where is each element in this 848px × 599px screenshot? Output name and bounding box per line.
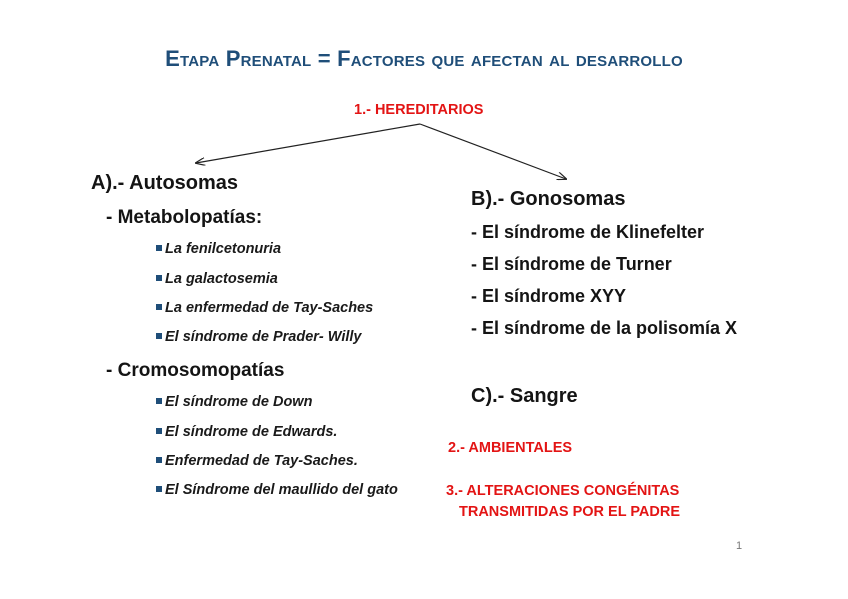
cromo-item: El Síndrome del maullido del gato [156, 482, 398, 498]
arrow-right [420, 124, 566, 179]
gonosomas-heading: B).- Gonosomas [471, 188, 626, 210]
alteraciones-line1: 3.- ALTERACIONES CONGÉNITAS [446, 483, 680, 499]
arrow-left [196, 124, 420, 163]
gonosomas-item: - El síndrome de la polisomía X [471, 318, 738, 338]
gonosomas-item: - El síndrome de Turner [471, 254, 672, 274]
gonosomas-item: - El síndrome XYY [471, 286, 627, 306]
hereditarios-label: 1.- HEREDITARIOS [354, 102, 484, 118]
metabolo-item: La galactosemia [156, 271, 278, 287]
cromo-item: El síndrome de Down [156, 394, 312, 410]
metabolopatias-heading: - Metabolopatías: [106, 207, 263, 228]
metabolo-item: El síndrome de Prader- Willy [156, 329, 361, 345]
ambientales-label: 2.- AMBIENTALES [448, 440, 573, 456]
autosomas-heading: A).- Autosomas [91, 172, 239, 194]
cromo-item: El síndrome de Edwards. [156, 424, 337, 440]
cromosomopatias-heading: - Cromosomopatías [106, 360, 285, 381]
square-bullet-icon [156, 486, 162, 492]
cromo-item: Enfermedad de Tay-Saches. [156, 453, 358, 469]
square-bullet-icon [156, 333, 162, 339]
page-number: 1 [736, 540, 743, 552]
metabolo-item: La enfermedad de Tay-Saches [156, 300, 373, 316]
square-bullet-icon [156, 398, 162, 404]
metabolo-item: La fenilcetonuria [156, 241, 281, 257]
square-bullet-icon [156, 457, 162, 463]
square-bullet-icon [156, 428, 162, 434]
square-bullet-icon [156, 304, 162, 310]
sangre-heading: C).- Sangre [471, 385, 578, 407]
page-title: Etapa Prenatal = Factores que afectan al desarrollo [165, 46, 683, 71]
alteraciones-line2: TRANSMITIDAS POR EL PADRE [459, 504, 681, 520]
square-bullet-icon [156, 245, 162, 251]
square-bullet-icon [156, 275, 162, 281]
gonosomas-item: - El síndrome de Klinefelter [471, 222, 705, 242]
